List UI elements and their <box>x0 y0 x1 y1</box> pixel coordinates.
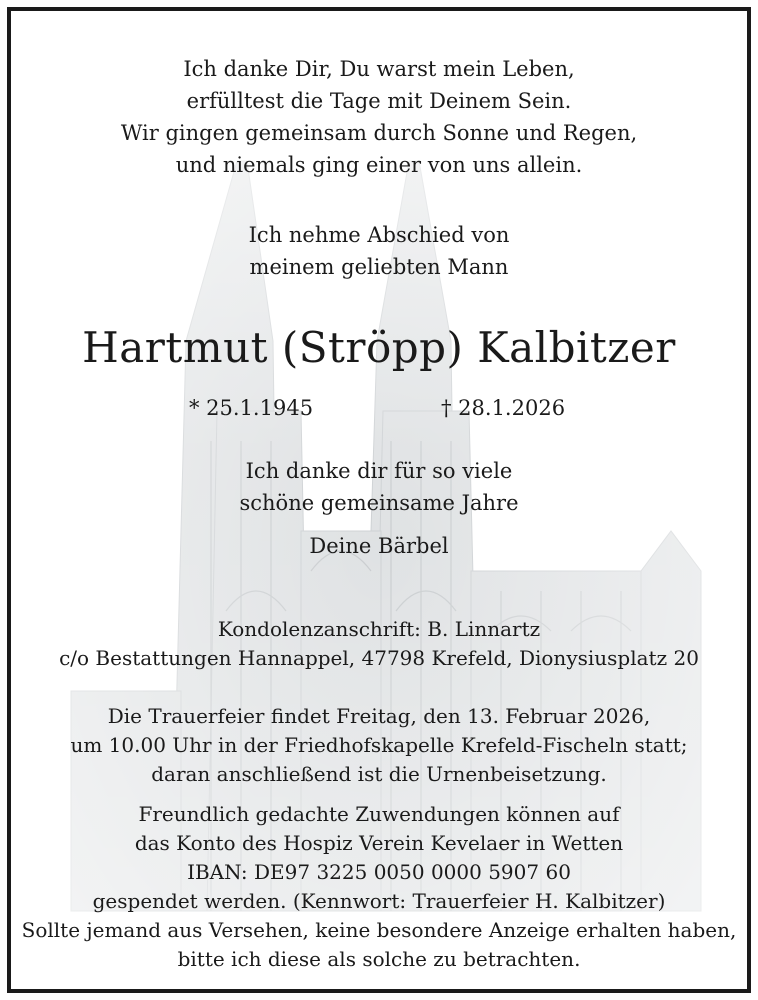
ceremony-line: daran anschließend ist die Urnenbeisetzung. <box>151 762 607 786</box>
ceremony-line: um 10.00 Uhr in der Friedhofskapelle Krefeld-Fischeln statt; <box>70 733 688 757</box>
thanks-line: Ich danke dir für so viele <box>245 459 513 483</box>
iban: IBAN: DE97 3225 0050 0000 5907 60 <box>187 860 571 884</box>
poem-line: erfülltest die Tage mit Deinem Sein. <box>186 89 572 113</box>
poem-line: Ich danke Dir, Du warst mein Leben, <box>183 57 575 81</box>
obituary-content <box>11 11 747 989</box>
birth-date: * 25.1.1945 <box>189 396 314 420</box>
poem-line: Wir gingen gemeinsam durch Sonne und Regen, <box>120 121 638 145</box>
deceased-name: Hartmut (Ströpp) Kalbitzer <box>82 323 676 372</box>
donation-line: Freundlich gedachte Zuwendungen können auf <box>138 802 620 826</box>
condolence-line: c/o Bestattungen Hannappel, 47798 Krefeld, Dionysiusplatz 20 <box>59 646 699 670</box>
donation-line: das Konto des Hospiz Verein Kevelaer in Wetten <box>134 831 624 855</box>
ceremony-line: Die Trauerfeier findet Freitag, den 13. Februar 2026, <box>107 704 651 728</box>
notice-line: bitte ich diese als solche zu betrachten. <box>177 947 581 971</box>
signature: Deine Bärbel <box>309 534 449 558</box>
donation-line: gespendet werden. (Kennwort: Trauerfeier H. Kalbitzer) <box>92 889 666 913</box>
condolence-line: Kondolenzanschrift: B. Linnartz <box>217 617 541 641</box>
poem-line: und niemals ging einer von uns allein. <box>175 153 583 177</box>
thanks-line: schöne gemeinsame Jahre <box>239 491 519 515</box>
death-date: † 28.1.2026 <box>441 396 566 420</box>
farewell-line: meinem geliebten Mann <box>249 255 509 279</box>
obituary-frame <box>7 7 751 993</box>
farewell-line: Ich nehme Abschied von <box>248 223 510 247</box>
notice-line: Sollte jemand aus Versehen, keine besondere Anzeige erhalten haben, <box>21 918 737 942</box>
